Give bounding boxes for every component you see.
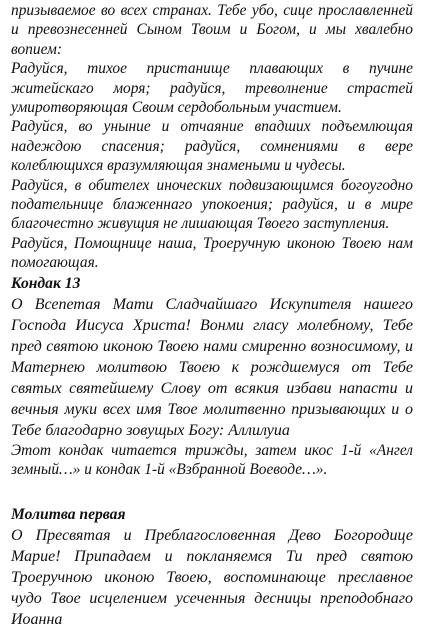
paragraph-intro: призываемое во всех странах. Тебе убо, сице прославленней и превознесенней Сыном Твоим и Богом, и мы хвалебно вопием: — [11, 2, 413, 58]
paragraph-rejoice-3: Радуйся, в обителех иноческих подвизающимся богоугодно подательнице блаженнаго упокоения; радуйся, и в мире благочестно живущия не лишающая Твоего заступления. — [11, 176, 413, 233]
heading-first-prayer: Молитва первая — [11, 505, 126, 523]
paragraph-kondak-13: О Всепетая Мати Сладчайшаго Искупителя нашего Господа Иисуса Христа! Вонми гласу молебному, Тебе пред святою иконою Твоею нами смиренно возносимому, и Матернею молитвою Твоею к рождшемуся от Тебе святых святейшему Слову от всякия избави напасти и вечныя муки всех имя Твое молитвенно призывающих и о Тебе благодарно зовущых Богу: Аллилуиа — [11, 295, 413, 439]
paragraph-rejoice-1: Радуйся, тихое пристанище плавающих в пучине житейскаго моря; радуйся, треволнение страстей умиротворяющая Своим сердобольным участием. — [11, 60, 413, 117]
paragraph-rejoice-2: Радуйся, во уныние и отчаяние впадших подъемлющая надеждою спасения; радуйся, сомнениями в вере колеблющихся вразумляющая знамеными и чудесы. — [11, 118, 413, 175]
paragraph-rejoice-4: Радуйся, Помощнице наша, Троеручную иконою Твоею нам помогающая. — [11, 234, 413, 272]
heading-kondak-13: Кондак 13 — [11, 274, 81, 292]
spacer — [11, 480, 413, 504]
paragraph-first-prayer: О Пресвятая и Преблагословенная Дево Богородице Марие! Припадаем и покланяемся Ти пред святою Троеручною иконою Твоею, воспоминающе преславное чудо Твое исцелением усеченныя десницы преподобнаго Иоанна — [11, 526, 413, 628]
paragraph-instruction: Этот кондак читается трижды, затем икос 1-й «Ангел земный…» и кондак 1-й «Взбранной Воеводе…». — [11, 441, 413, 479]
